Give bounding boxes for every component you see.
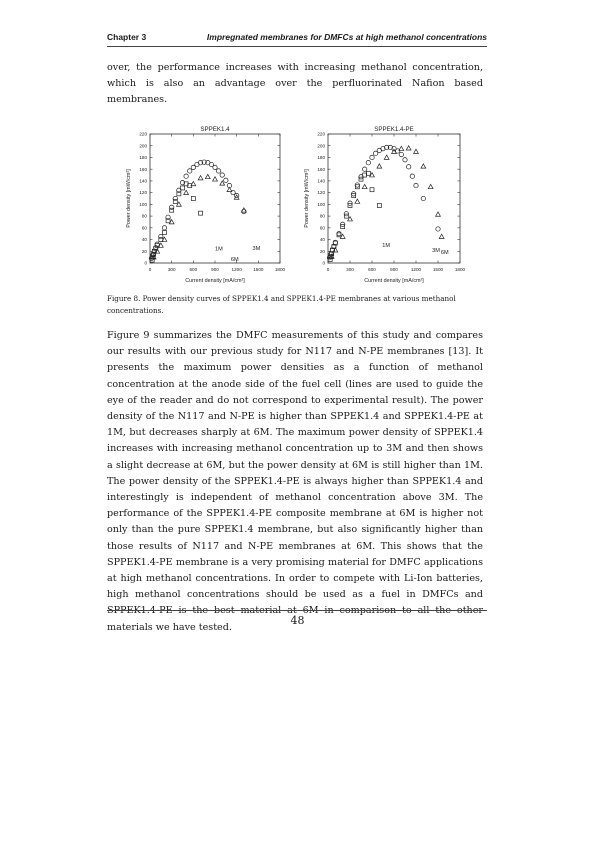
chart-sppek14-pe: [304, 126, 466, 284]
point-3M-circle: [410, 174, 414, 178]
x-tick-label: 0: [326, 267, 330, 272]
chart-title: SPPEK1.4: [200, 126, 230, 133]
page-number: 48: [290, 614, 305, 627]
point-3M-circle: [406, 165, 410, 169]
point-6M-triangle: [428, 184, 433, 188]
series-annotation: 3M: [252, 246, 261, 253]
point-3M-circle: [421, 196, 425, 200]
footer-rule: [107, 610, 487, 611]
point-6M-triangle: [205, 174, 210, 178]
point-3M-circle: [162, 226, 166, 230]
x-axis-label: Current density [mA/cm²]: [364, 278, 424, 284]
point-6M-triangle: [439, 234, 444, 238]
point-3M-circle: [414, 183, 418, 187]
point-3M-circle: [213, 165, 217, 169]
figure-caption: Figure 8. Power density curves of SPPEK1.4 and SPPEK1.4-PE membranes at various methanol concentrations.: [107, 294, 456, 315]
y-tick-label: 0: [322, 260, 325, 266]
x-tick-label: 600: [368, 267, 376, 272]
point-3M-circle: [169, 205, 173, 209]
point-1M-square: [162, 231, 166, 235]
series-annotation: 6M: [230, 257, 239, 264]
x-tick-label: 300: [346, 267, 354, 272]
x-tick-label: 1500: [253, 267, 264, 272]
point-6M-triangle: [377, 164, 382, 168]
chart-sppek14: [126, 126, 286, 284]
y-tick-label: 60: [319, 225, 325, 231]
x-axis-label: Current density [mA/cm²]: [185, 278, 245, 284]
point-6M-triangle: [227, 187, 232, 191]
y-tick-label: 140: [317, 178, 325, 184]
point-6M-triangle: [414, 149, 419, 153]
series-annotation: 6M: [440, 249, 449, 256]
point-3M-circle: [366, 161, 370, 165]
body-paragraph: Figure 9 summarizes the DMFC measurements of this study and compares our results with our previous study for N117 and N-PE membranes [13]. It presents the maximum power densities as a function of methanol concentration at the anode side of the fuel cell (lines are used to guide the eye of the reader and do not correspond to experimental result). The power density of the N117 and N-PE is higher than SPPEK1.4 and SPPEK1.4-PE at 1M, but decreases sharply at 6M. The maximum power density of SPPEK1.4 increases with increasing methanol concentration up to 3M and then shows a slight decrease at 6M, but the power density at 6M is still higher than 1M. The power density of the SPPEK1.4-PE is always higher than SPPEK1.4 and interestingly is independent of methanol concentration above 3M. The performance of the SPPEK1.4-PE composite membrane at 6M is higher not only than the pure SPPEK1.4 membrane, but also significantly higher than those results of N117 and N-PE membranes at 6M. This shows that the SPPEK1.4-PE membrane is a very promising material for DMFC applications at high methanol concentrations. In order to compete with Li-Ion batteries, high methanol concentrations should be used as a fuel in DMFCs and SPPEK1.4-PE is the best material at 6M in comparison to all the other materials we have tested.: [107, 330, 483, 633]
y-tick-label: 20: [319, 248, 325, 254]
point-6M-triangle: [399, 146, 404, 150]
chapter-title: Impregnated membranes for DMFCs at high methanol concentrations: [206, 32, 487, 42]
x-tick-label: 1200: [410, 267, 422, 272]
series-annotation: 1M: [215, 246, 223, 253]
y-tick-label: 180: [317, 155, 325, 161]
x-tick-label: 1800: [454, 267, 466, 272]
y-tick-label: 40: [141, 237, 147, 243]
point-3M-circle: [184, 174, 188, 178]
y-tick-label: 160: [317, 166, 325, 172]
point-1M-square: [199, 211, 203, 215]
y-tick-label: 120: [317, 190, 325, 196]
y-tick-label: 60: [141, 225, 147, 231]
y-tick-label: 0: [144, 260, 147, 266]
y-tick-label: 200: [139, 143, 147, 149]
point-6M-triangle: [362, 184, 367, 188]
intro-paragraph: over, the performance increases with increasing methanol concentration, which is also an advantage over the perfluorinated Nafion based membranes.: [107, 62, 483, 106]
point-6M-triangle: [213, 177, 218, 181]
x-tick-label: 1500: [432, 267, 444, 272]
point-3M-circle: [216, 169, 220, 173]
point-3M-circle: [159, 234, 163, 238]
point-6M-triangle: [355, 199, 360, 203]
point-6M-triangle: [421, 164, 426, 168]
point-1M-square: [370, 188, 374, 192]
point-3M-circle: [370, 155, 374, 159]
plot-frame: [150, 134, 280, 263]
x-tick-label: 300: [167, 267, 176, 272]
x-tick-label: 1200: [231, 267, 242, 272]
point-3M-circle: [436, 227, 440, 231]
y-tick-label: 100: [317, 201, 325, 207]
x-tick-label: 900: [390, 267, 398, 272]
point-1M-square: [337, 233, 341, 237]
y-axis-label: Power density [mW/cm²]: [304, 169, 310, 228]
y-tick-label: 80: [319, 213, 325, 219]
series-annotation: 1M: [382, 242, 391, 249]
y-tick-label: 120: [139, 190, 147, 196]
point-6M-triangle: [198, 176, 203, 180]
x-tick-label: 900: [211, 267, 219, 272]
chart-title: SPPEK1.4-PE: [374, 126, 414, 133]
point-1M-square: [191, 197, 195, 201]
y-tick-label: 20: [141, 248, 147, 254]
y-tick-label: 160: [139, 166, 147, 172]
point-6M-triangle: [436, 212, 441, 216]
point-3M-circle: [399, 152, 403, 156]
point-3M-circle: [224, 178, 228, 182]
point-6M-triangle: [406, 146, 411, 150]
point-3M-circle: [362, 167, 366, 171]
y-tick-label: 140: [139, 178, 147, 184]
y-tick-label: 40: [319, 237, 325, 243]
series-annotation: 3M: [432, 248, 440, 255]
point-3M-circle: [337, 231, 341, 235]
y-tick-label: 100: [139, 201, 147, 207]
y-tick-label: 220: [139, 131, 147, 137]
y-tick-label: 200: [317, 143, 325, 149]
point-3M-circle: [403, 158, 407, 162]
point-3M-circle: [188, 169, 192, 173]
y-tick-label: 80: [141, 213, 147, 219]
point-6M-triangle: [384, 155, 389, 159]
point-3M-circle: [173, 196, 177, 200]
y-tick-label: 180: [139, 155, 147, 161]
chapter-label: Chapter 3: [107, 32, 147, 42]
point-6M-triangle: [184, 190, 189, 194]
y-tick-label: 220: [317, 131, 325, 137]
point-3M-circle: [242, 209, 246, 213]
x-tick-label: 0: [148, 267, 152, 272]
point-3M-circle: [220, 173, 224, 177]
point-1M-square: [377, 204, 381, 208]
x-tick-label: 1800: [274, 267, 286, 272]
y-axis-label: Power density [mW/cm²]: [126, 169, 132, 228]
x-tick-label: 600: [189, 267, 198, 272]
